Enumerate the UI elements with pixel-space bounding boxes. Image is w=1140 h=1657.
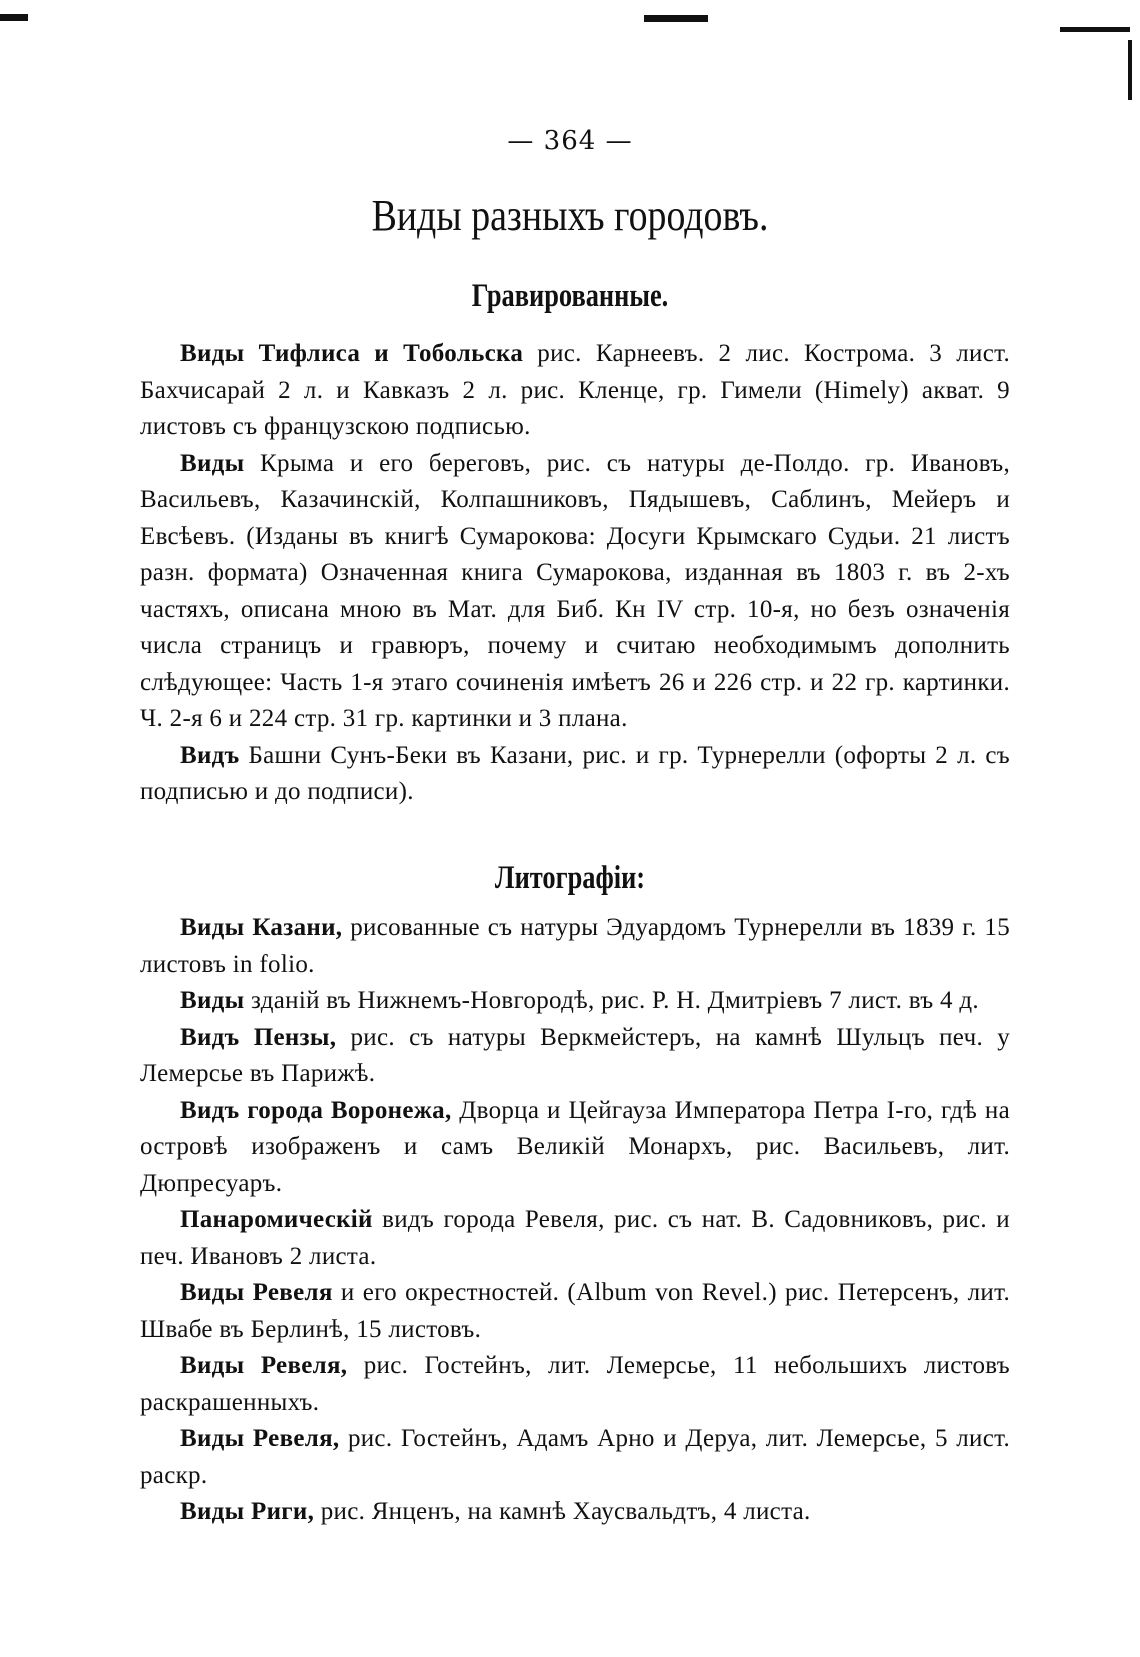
- entry: [140, 446, 1010, 738]
- entry-text: Дворца и Цейгауза Императора Петра I-го, гдѣ на островѣ изображенъ и самъ Великій Монархъ, рис. Васильевъ, лит. Дюпресуаръ.: [140, 1096, 1010, 1197]
- entry: [140, 1421, 1010, 1494]
- entry: [140, 1494, 1010, 1531]
- entry-text: Башни Сунъ-Беки въ Казани, рис. и гр. Турнерелли (офорты 2 л. съ подписью и до подписи).: [140, 741, 1010, 805]
- entry-text: рисованные съ натуры Эдуардомъ Турнерелли въ 1839 г. 15 листовъ in folio.: [140, 914, 1010, 978]
- section-lithographs-entries: [140, 910, 1010, 1531]
- entry-text: рис. Янценъ, на камнѣ Хаусвальдтъ, 4 листа.: [314, 1498, 811, 1525]
- entry-lead: Видъ города Воронежа,: [180, 1096, 452, 1124]
- entry: [140, 336, 1010, 446]
- entry-lead: Виды Тифлиса и Тобольска: [180, 340, 524, 367]
- entry-text: Крыма и его береговъ, рис. съ натуры де-Полдо. гр. Ивановъ, Васильевъ, Казачинскій, Колпашниковъ, Пядышевъ, Саблинъ, Мейеръ и Евсѣевъ. (Изданы въ книгѣ Сумарокова: Досуги Крымскаго Судьи. 21 листъ разн. формата) Означенная книга Сумарокова, изданная въ 1803 г. въ 2-хъ частяхъ, описана мною въ Мат. для Биб. Кн IV стр. 10-я, но безъ означенія числа страницъ и гравюръ, почему и считаю необходимымъ дополнить слѣдующее: Часть 1-я этаго сочиненія имѣетъ 26 и 226 стр. и 22 гр. картинки. Ч. 2-я 6 и 224 стр. 31 гр. картинки и 3 плана.: [140, 449, 1010, 732]
- section-engraved-entries: [140, 336, 1010, 811]
- entry-lead: Виды: [180, 449, 245, 477]
- section-heading-lithographs: Литографіи:: [494, 860, 646, 896]
- scan-artifact: [1128, 40, 1132, 100]
- entry-lead: Виды Риги,: [180, 1498, 315, 1525]
- scan-artifact: [644, 15, 708, 22]
- entry-text: рис. съ натуры Веркмейстеръ, на камнѣ Шульцъ печ. у Лемерсье въ Парижѣ.: [140, 1023, 1010, 1087]
- entry-text: видъ города Ревеля, рис. съ нат. В. Садовниковъ, рис. и печ. Ивановъ 2 листа.: [140, 1206, 1010, 1270]
- entry-lead: Видъ Пензы,: [180, 1023, 337, 1051]
- entry-text: рис. Гостейнъ, Адамъ Арно и Деруа, лит. Лемерсье, 5 лист. раскр.: [140, 1425, 1010, 1489]
- entry: [140, 1348, 1010, 1421]
- entry-lead: Виды Казани,: [180, 914, 343, 941]
- entry-text: зданій въ Нижнемъ-Новгородѣ, рис. Р. Н. Дмитріевъ 7 лист. въ 4 д.: [244, 987, 979, 1014]
- page-number: — 364 —: [507, 126, 633, 156]
- scan-artifact: [0, 14, 28, 21]
- entry-text: и его окрестностей. (Album von Revel.) рис. Петерсенъ, лит. Швабе въ Берлинѣ, 15 листовъ.: [140, 1279, 1011, 1343]
- entry-lead: Виды: [180, 987, 245, 1014]
- entry: [140, 910, 1010, 983]
- entry: [140, 738, 1010, 811]
- entry: [140, 1275, 1010, 1348]
- entry-lead: Виды Ревеля: [180, 1279, 333, 1306]
- page-title: Виды разныхъ городовъ.: [371, 191, 769, 240]
- section-heading-engraved: Гравированные.: [471, 278, 669, 314]
- entry-lead: Видъ: [180, 741, 240, 769]
- entry: [140, 1202, 1010, 1275]
- entry-lead: Виды Ревеля,: [180, 1425, 340, 1452]
- scan-artifact: [1060, 27, 1130, 32]
- entry-lead: Панаромическій: [180, 1206, 373, 1233]
- entry-text: рис. Карнеевъ. 2 лис. Кострома. 3 лист. Бахчисарай 2 л. и Кавказъ 2 л. рис. Кленце, гр. Гимели (Himely) акват. 9 листовъ съ французскою подписью.: [140, 340, 1010, 440]
- entry-lead: Виды Ревеля,: [180, 1352, 348, 1379]
- entry: [140, 1093, 1010, 1203]
- entry: [140, 1020, 1010, 1093]
- entry-text: рис. Гостейнъ, лит. Лемерсье, 11 небольшихъ листовъ раскрашенныхъ.: [140, 1352, 1010, 1416]
- entry: [140, 983, 1010, 1020]
